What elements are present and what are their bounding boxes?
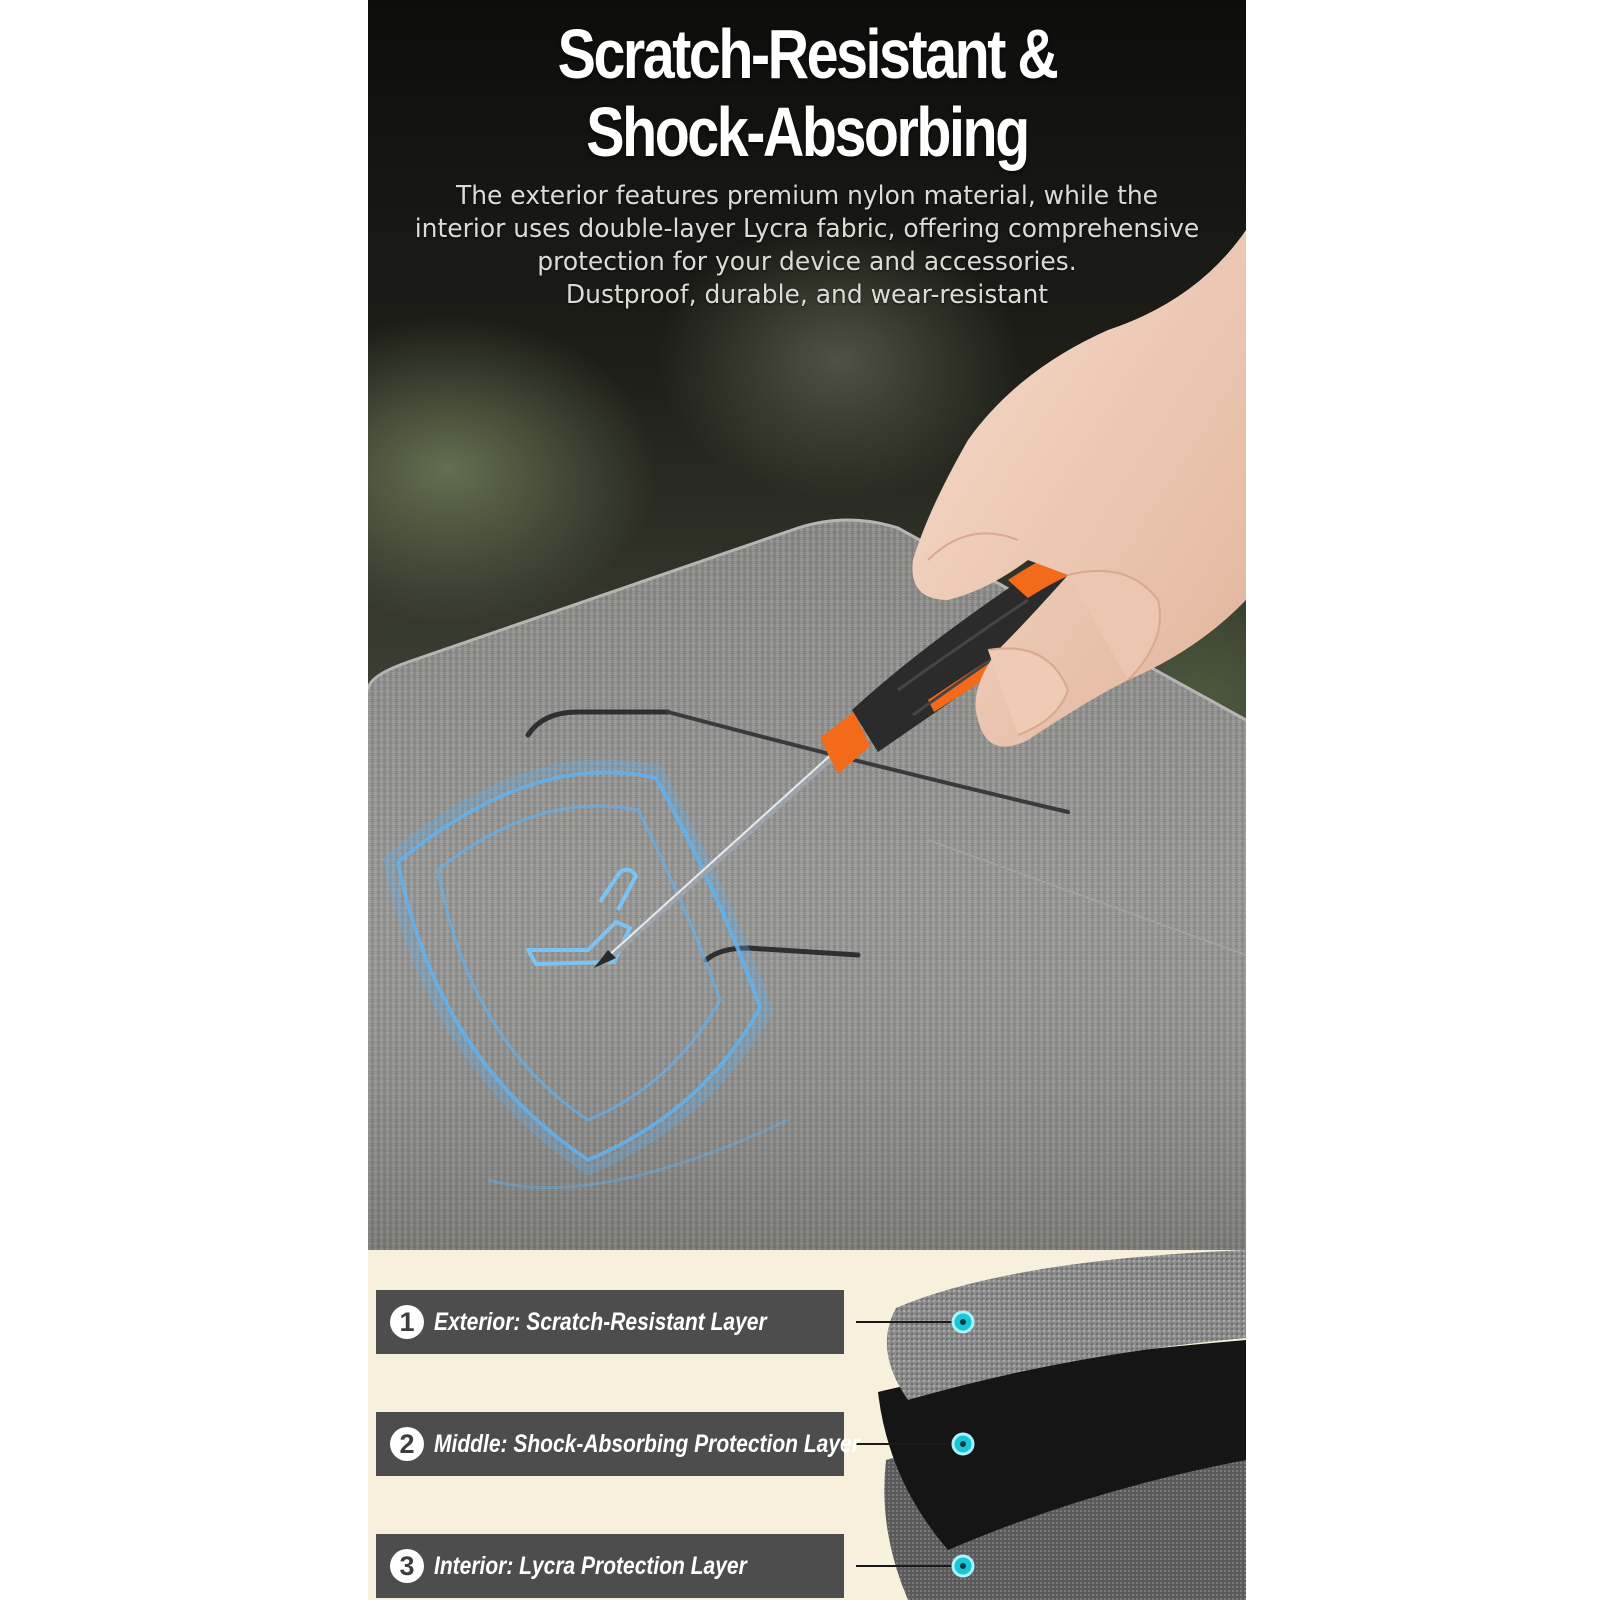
layer-label-text: Exterior: Scratch-Resistant Layer [434, 1307, 767, 1336]
description-line-3: protection for your device and accessories. [537, 247, 1077, 277]
headline-line-1: Scratch-Resistant & [557, 15, 1057, 93]
layer-breakdown-section [368, 1250, 1246, 1600]
layer-number-badge: 3 [390, 1549, 424, 1583]
hero-image-area [368, 0, 1246, 1250]
description-line-2: interior uses double-layer Lycra fabric, offering comprehensive [414, 214, 1200, 244]
layer-number-badge: 1 [390, 1305, 424, 1339]
layer-label-interior [376, 1534, 844, 1598]
description-line-4: Dustproof, durable, and wear-resistant [565, 280, 1049, 310]
layer-label-middle [376, 1412, 860, 1476]
headline-line-2: Shock-Absorbing [586, 93, 1028, 171]
layer-label-exterior [376, 1290, 844, 1354]
layer-label-text: Middle: Shock-Absorbing Protection Layer [434, 1429, 860, 1458]
description-line-1: The exterior features premium nylon material, while the [455, 181, 1159, 211]
layer-number-badge: 2 [390, 1427, 424, 1461]
product-feature-panel [368, 0, 1246, 1600]
layer-label-text: Interior: Lycra Protection Layer [434, 1551, 747, 1580]
